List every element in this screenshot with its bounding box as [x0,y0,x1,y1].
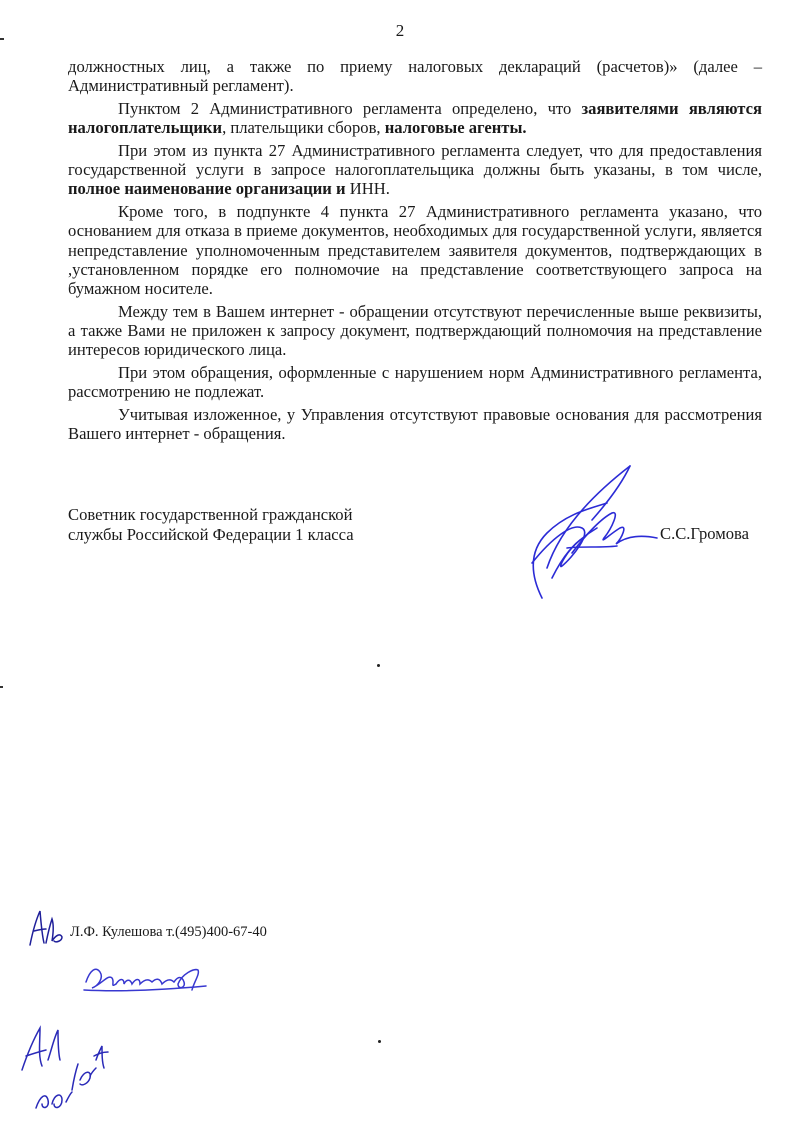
emphasis-text: полное наименование организации и [68,179,346,199]
paragraph-0 [68,57,762,95]
paragraph-2 [68,141,762,199]
paragraph-5 [68,363,762,401]
scan-dot [377,664,380,667]
paragraph-1 [68,99,762,137]
paragraph-text: Пунктом 2 Административного регламента определено, что [118,99,582,118]
paragraph-4 [68,302,762,360]
paragraph-text: должностных лиц, а также по приему налоговых деклараций (расчетов)» (далее – Административный регламент). [68,57,762,96]
handwritten-date-note [12,1020,112,1115]
paragraph-text: ИНН. [345,179,390,199]
emphasis-text: налоговые агенты. [384,118,527,138]
executor-contact: Л.Ф. Кулешова т.(495)400-67-40 [70,924,267,940]
paragraph-text: При этом обращения, оформленные с нарушением норм Административного регламента, рассмотрению не подлежат. [68,363,762,402]
letter-body [68,57,762,447]
signer-position [68,505,408,545]
margin-mark [0,38,4,40]
signer-position-line2: службы Российской Федерации 1 класса [68,525,354,544]
margin-mark [0,686,3,688]
paragraph-text: Учитывая изложенное, у Управления отсутствуют правовые основания для рассмотрения Вашего интернет - обращения. [68,405,762,444]
page-number: 2 [395,21,405,40]
paragraph-3 [68,202,762,298]
signer-position-line1: Советник государственной гражданской [68,505,353,524]
handwritten-initials [26,905,66,951]
signer-name: С.С.Громова [660,524,750,543]
paragraph-text: , плательщики сборов, [222,118,385,138]
scan-dot [378,1040,381,1043]
paragraph-text: Кроме того, в подпункте 4 пункта 27 Административного регламента указано, что основанием для отказа в приеме документов, необходимых для государственной услуги, является непредставление уполномоченным представителем заявителя документов, подтверждающих в ,установленном порядке его полномочие на представление соответствующего запроса на бумажном носителе. [68,202,762,299]
paragraph-text: Между тем в Вашем интернет - обращении отсутствуют перечисленные выше реквизиты, а также Вами не приложен к запросу документ, подтверждающий полномочия на представление интересов юридического лица. [68,301,762,360]
handwritten-surname-signature [82,960,212,996]
handwritten-signature [512,458,662,608]
paragraph-6 [68,405,762,443]
paragraph-text: При этом из пункта 27 Административного регламента следует, что для предоставления государственной услуги в запросе налогоплательщика должны быть указаны, в том числе, [68,141,762,180]
emphasis-text: заявителями являются налогоплательщики [68,99,762,138]
